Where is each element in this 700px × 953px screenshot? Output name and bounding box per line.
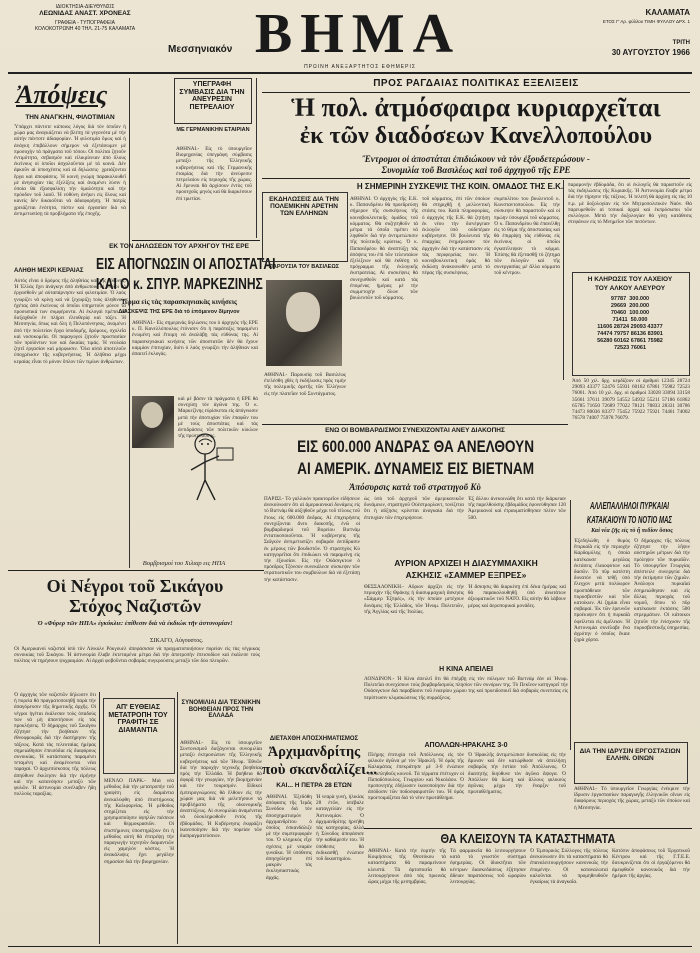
issue-date: 30 ΑΥΓΟΥΣΤΟΥ 1966 xyxy=(611,48,690,57)
oil-headline: ΥΠΕΓΡΑΦΗ ΣΥΜΒΑΣΙΣ ΔΙΑ ΤΗΝ ΑΝΕΥΡΕΣΙΝ ΠΕΤΡΕΛΑΙΟΥ xyxy=(179,81,245,112)
column-rule xyxy=(256,78,257,238)
ek-text-3: συμπολίτου του βουλευτοῦ κ. Κωνσταντοπούλου. Εἰς τὴν σύσκεψιν θὰ παραστοῦν καὶ οἱ πρώην ὑπουργοὶ τοῦ κόμματος. Ὁ κ. Παπανδρέου θὰ ἐπανέλθῃ εἰς τὸ θέμα τῆς ἀποστασίας καὶ θὰ ἐπιρρίψῃ τὰς εὐθύνας εἰς ἐκείνους οἱ ὁποῖοι ἐγκατέλειψαν τὸ κόμμα. Ἐπίσης θὰ ἐξετασθῇ τὸ ζήτημα τῶν ἐκλογῶν καὶ τῆς συνεργασίας μὲ ἄλλα κόμματα τοῦ κέντρου. xyxy=(494,196,560,277)
lottery-text: Ἀπὸ 50 χιλ. δρχ. κερδίζουν οἱ ἀριθμοὶ 12345 28724 29093 43377 52476 55931 60162 67861 75982 72523 76061. Ἀπὸ 10 χιλ. δρχ. οἱ ἀριθμοὶ 33028 33094 33158 35661 37611 39079 54552 54932 55211 57186 61862 65785 71650 72689 77022 78121 78833 28331 30786 74473 80036 83377 75452 75922 75921 74461 74002 76578 74007 75978 76079. xyxy=(572,378,690,422)
vietnam-kicker: ΕΝΩ ΟΙ ΒΟΜΒΑΡΔΙΣΜΟΙ ΣΥΝΕΧΙΖΟΝΤΑΙ ΑΝΕΥ ΔΙΑΚΟΠΗΣ xyxy=(325,427,505,434)
section-rule xyxy=(364,828,692,829)
apollon-text-1: Πλήρης ἐπιτυχία τοῦ Ἀπόλλωνος εἰς τὸν φιλικὸν ἀγῶνα μὲ τὸν Ἡρακλῆ. Ἡ ὁμὰς τῆς Καλαμάτας ἐπεκράτησε μὲ 3-0 ἐνώπιον πολυπληθοῦς κοινοῦ. Τὰ τέρματα ἐπέτυχον οἱ Παπαδόπουλος, Γεωργίου καὶ Νικολάου. Ὁ προπονητὴς ἐδήλωσεν ἱκανοποίησιν διὰ τὴν ἀπόδοσιν τῶν ποδοσφαιριστῶν του. Ἡ ὁμὰς προετοιμάζεται διὰ τὸ νέον πρωτάθλημα. xyxy=(368,752,464,802)
column-rule xyxy=(99,692,100,944)
regional-label: Μεσσηνιακόν xyxy=(168,44,233,55)
vietnam-line-2: ΑΙ ΑΜΕΡΙΚ. ΔΥΝΑΜΕΙΣ ΕΙΣ ΒΙΕΤΝΑΜ xyxy=(297,459,535,478)
chicago-text-2: Ὁ ἀρχηγὸς τῶν ναζιστῶν δήλωσεν ὅτι ἡ πορεία θὰ πραγματοποιηθῇ παρὰ τὴν ἀπαγόρευσιν τῆς δημοτικῆς ἀρχῆς. Οἱ νέγροι ἡγέται ἐκάλεσαν τοὺς ὀπαδούς των νὰ μὴ ἀπαντήσουν εἰς τὰς προκλήσεις. Ὁ δήμαρχος τοῦ Σικάγου ἐζήτησε τὴν βοήθειαν τῆς ἐθνοφρουρᾶς διὰ τὴν διατήρησιν τῆς τάξεως. Κατὰ τὰς τελευταίας ἡμέρας σημειώθησαν ἐπεισόδια εἰς διαφόρους συνοικίας. Ἡ κατάστασις παραμένει τεταμένη καὶ ἀναμένονται νέαι ταραχαί. Ὁ ἀρχιεπίσκοπος τῆς πόλεως ἀπηύθυνε ἔκκλησιν διὰ τὴν εἰρήνην καὶ τὴν κατανόησιν μεταξὺ τῶν φυλῶν. Ἡ ἀστυνομία συνέλαβεν ἤδη πολλοὺς ταραξίας. xyxy=(14,692,96,798)
archim-line-2: ποὺ σκανδαλίζει... xyxy=(262,762,378,778)
shops-text-3: Ὁ Ἐμπορικὸς Σύλλογος τῆς πόλεως ἀνεκοίνωσεν ὅτι τὰ καταστήματα θὰ ἐπαναλειτουργήσουν κανονικῶς τὴν ἑπομένην. Οἱ καταναλωταὶ καλοῦνται νὰ προμηθευθοῦν ἐγκαίρως τὰ ἀναγκαῖα. xyxy=(530,848,608,886)
section-rule xyxy=(262,424,568,425)
technical-aid-headline: ΣΥΝΟΜΙΛΙΑΙ ΔΙΑ ΤΕΧΝΙΚΗΝ ΒΟΗΘΕΙΑΝ ΠΡΟΣ ΤΗΝ ΕΛΛΑΔΑ xyxy=(181,700,261,720)
section-rule xyxy=(132,240,260,241)
opinion-text: Ὑπάρχει πάντοτε κάποιος λόγος διὰ τὸν ὁποῖον ἡ χώρα μας ἀναγκάζεται νὰ βλέπῃ τὰ γεγονότα μὲ τὴν αὐτὴν πάντοτε ἀδιαφορίαν. Ἡ φιλοτιμία ὅμως καὶ ἡ ἀνάγκη ἐπιβάλλουν σήμερον νὰ ἐξετάσωμεν μὲ προσοχὴν τὰ πράγματα τοῦ τόπου. Οἱ πολίται ζητοῦν ἐντιμότητα, σεβασμὸν καὶ εἰλικρίνειαν ἀπὸ ὅλους ἐκείνους οἱ ὁποῖοι ἀσχολοῦνται μὲ τὰ κοινά. Δὲν ἀρκοῦν αἱ ὑποσχέσεις καὶ αἱ δηλώσεις· χρειάζονται ἔργα καὶ ἀποφάσεις. Ἡ κοινὴ γνώμη παρακολουθεῖ μὲ ἀνησυχίαν τὰς ἐξελίξεις καὶ ἀναμένει λύσιν ἡ ὁποία θὰ ἐξασφαλίσῃ τὴν ὁμαλότητα καὶ τὴν πρόοδον τοῦ λαοῦ. Ἡ εὐθύνη ἀνήκει εἰς ὅλους καὶ κανεὶς δὲν δικαιοῦται νὰ ἀδιαφορήσῃ. Ἡ πατρὶς χρειάζεται ἑνότητα, πίστιν καὶ ἐργασίαν διὰ νὰ ἀντιμετωπίσῃ τὰ προβλήματα τῆς ἐποχῆς. xyxy=(14,124,126,217)
king-caption: ΠΑΡΟΥΣΙΑ ΤΟΥ ΒΑΣΙΛΕΩΣ xyxy=(268,264,340,270)
archim-sub: ΚΑΙ... Η ΠΕΤΡΑ 28 ΕΤΩΝ xyxy=(276,782,352,789)
column-rule xyxy=(177,692,178,944)
fire-text-2: Ὁ δήμαρχος τῆς πόλεως ἐζήτησε τὴν λῆψιν αὐστηρῶν μέτρων διὰ τὴν πρόληψιν τῶν πυρκαϊῶν. Τὸ ὑπουργεῖον Γεωργίας ἀπέστειλε συνεργεία διὰ τὴν ἐκτίμησιν τῶν ζημιῶν. Ἀνάλογοι πυρκαϊαὶ ἐσημειώθησαν καὶ εἰς ἄλλας περιοχὰς τοῦ νομοῦ, ὅπου τὸ πῦρ κατέκαυσε ἐκτάσεις 500 στρεμμάτων. Οἱ κάτοικοι ζητοῦν τὴν ἐνίσχυσιν τῆς πυροσβεστικῆς ὑπηρεσίας. xyxy=(634,538,690,631)
archim-kicker: ΔΙΕΤΑΧΘΗ ΑΠΟΣΧΗΜΑΤΙΣΜΟΣ xyxy=(269,736,359,742)
marked-line-2: ΚΑΙ Ο κ. ΣΠΥΡ. ΜΑΡΚΕΖΙΝΗΣ xyxy=(96,276,263,293)
opinion-title: Ἀπόψεις xyxy=(16,80,108,109)
lottery-sub: ΤΟΥ ΑΛΚΟΥ ΑΛΕΥΡΟΥ xyxy=(594,285,666,292)
column-rule xyxy=(129,78,130,568)
summer-line: ΑΣΚΗΣΙΣ «ΣΑΜΜΕΡ ΕΞΠΡΕΣ» xyxy=(405,570,527,580)
summer-kicker: ΑΥΡΙΟΝ ΑΡΧΙΖΕΙ Η ΔΙΑΣΥΜΜΑΧΙΚΗ xyxy=(394,558,538,568)
chicago-line-2: Στόχος Ναζιστῶν xyxy=(69,596,201,616)
diamond-text: ΜΕΝΛΟ ΠΑΡΚ.- Μιὰ νέα μέθοδος διὰ τὴν μετατροπὴν τοῦ γραφίτη εἰς διαμάντια ἀνεκαλύφθη ἀπὸ ἐπιστήμονας τῆς Καλιφορνίας. Ἡ μέθοδος στηρίζεται εἰς τὴν χρησιμοποίησιν ὑψηλῶν πιέσεων καὶ θερμοκρασιῶν. Οἱ ἐπιστήμονες ὑποστηρίζουν ὅτι ἡ μέθοδος αὐτὴ θὰ ἐπιτρέψῃ τὴν παραγωγὴν τεχνητῶν διαμαντιῶν εἰς χαμηλὸν κόστος. Ἡ ἀνακάλυψις ἔχει μεγάλην σημασίαν διὰ τὴν βιομηχανίαν. xyxy=(104,778,174,865)
marked-deck: Τέρμα εἰς τὰς παρασκηνιακὰς κινήσεις xyxy=(121,298,237,306)
technical-aid-text: ΑΘΗΝΑΙ.- Εἰς τὸ ὑπουργεῖον Συντονισμοῦ διεξάγονται συνομιλίαι μεταξὺ ἐκπροσώπων τῆς Ἑλληνικῆς κυβερνήσεως καὶ τῶν Ἡνωμ. Ἐθνῶν διὰ τὴν παροχὴν τεχνικῆς βοηθείας πρὸς τὴν Ἑλλάδα. Ἡ βοήθεια θὰ ἀφορᾷ τὴν γεωργίαν, τὴν βιομηχανίαν καὶ τὸν τουρισμόν. Εἰδικοὶ ἐμπειρογνώμονες θὰ ἔλθουν εἰς τὴν χώραν μας διὰ νὰ μελετήσουν τὰ προβλήματα τῆς οἰκονομικῆς ἀναπτύξεως. Αἱ συνομιλίαι ἀναμένεται νὰ ὁλοκληρωθοῦν ἐντὸς τῆς ἑβδομάδος. Ἡ Κυβέρνησις ἐκφράζει ἱκανοποίησιν διὰ τὴν πορείαν τῶν διαπραγματεύσεων. xyxy=(180,740,262,840)
vietnam-text-3: Ἐξ ἄλλου ἀνεκοινώθη ὅτι κατὰ τὴν διάρκειαν τῆς παρελθούσης ἑβδομάδος ἐφονεύθησαν 120 Ἀμερικανοὶ καὶ ἐτραυματίσθησαν πλέον τῶν 500. xyxy=(468,496,566,521)
portrait-face xyxy=(141,402,163,428)
oil-kicker: ΜΕ ΓΕΡΜΑΝΙΚΗΝ ΕΤΑΙΡΙΑΝ xyxy=(176,127,250,133)
column-rule xyxy=(563,180,564,380)
fire-deck: Καὶ νέα ζῆς εἰς τὸ ἦ πεδίον ὅσιος xyxy=(591,528,673,534)
vietnam-text-2: ὡς ὑπὸ τοῦ ἀρχηγοῦ τῶν ἀμερικανικῶν δυνάμεων, στρατηγοῦ Οὐέστμορλαντ, τονίζεται ὅτι ἡ αὔξησις κρίνεται ἀναγκαία διὰ τὴν ἐπιτυχίαν τῶν ἐπιχειρήσεων. xyxy=(364,496,464,521)
chicago-line-1: Οἱ Νέγροι τοῦ Σικάγου xyxy=(46,576,224,596)
wine-headline: ΔΙΑ ΤΗΝ ΙΔΡΥΣΙΝ ΕΡΓΟΣΤΑΣΙΩΝ ΕΛΛΗΝ. ΟΙΝΩΝ xyxy=(579,748,681,763)
ek-text-2: τοῦ κόμματος, ἐπὶ τῶν ὁποίων θὰ στηριχθῇ ἡ μελλοντικὴ στάσις του. Κατὰ πληροφορίας, ὁ ἀρχηγὸς τῆς Ε.Κ. θὰ ζητήσῃ ἐκ νέου τὴν διενέργειαν ἐκλογῶν ὑπὸ οὐδετέραν κυβέρνησιν. Οἱ βουλευταὶ τῆς ἐπαρχίας ἐνημέρωσαν τὸν ἀρχηγὸν διὰ τὴν κατάστασιν εἰς τὰς περιφερείας των. Ἡ κοινοβουλευτικὴ ὁμὰς θὰ ἐκδώσῃ ἀνακοινωθὲν μετὰ τὸ πέρας τῆς συσκέψεως. xyxy=(422,196,490,277)
fire-text-1: Ἐξεδηλώθη ὁ θυμὸς ἔπιρκαϊὰ εἰς τὴν περιοχὴν Καρδαμύλης ἡ ὁποία κατέκαυσε μεγάλας ἐκτάσεις ἐλαιοφύτων καὶ δασῶν. Τὸ πῦρ κατέστη δυνατὸν νὰ τεθῇ ὑπὸ ἔλεγχον μετὰ πολύωρον προσπάθειαν τῶν πυροσβεστῶν καὶ τῶν κατοίκων. Αἱ ζημίαι εἶναι σοβαραί. Ἐκ τῶν ἐρευνῶν προέκυψεν ὅτι ἡ πυρκαϊὰ ὀφείλεται εἰς ἀμέλειαν. Ἡ Ἀστυνομία συνέλαβε ἕνα ἀγρότην ὁ ὁποῖος ἔκαιε ξηρὰ χόρτα. xyxy=(574,538,630,644)
lottery-title: Η ΚΛΗΡΩΣΙΣ ΤΟΥ ΛΑΧΕΙΟΥ xyxy=(587,276,673,283)
publisher-info xyxy=(10,4,160,32)
opinion-subtitle: ΤΗΝ ΑΝΑΓΚΗΝ, ΦΙΛΟΤΙΜΙΑΝ xyxy=(25,114,115,121)
marked-text: ΑΘΗΝΑΙ.- Εἰς σημερινὰς δηλώσεις του ὁ ἀρχηγὸς τῆς ΕΡΕ κ. Π. Κανελλόπουλος ἐτόνισεν ὅτι ἡ παράταξις παραμένει ἑνωμένη καὶ ἕτοιμη νὰ ἀναλάβῃ τὰς εὐθύνας της. Αἱ παρασκηνιακαὶ κινήσεις τῶν ἀποστατῶν δὲν θὰ ἔχουν καμμίαν ἐπιτυχίαν, διότι ὁ λαὸς γνωρίζει τὴν ἀλήθειαν καὶ ἀπαιτεῖ ἐκλογάς. xyxy=(132,320,258,358)
king-face xyxy=(286,292,320,332)
fire-line-2: ΚΑΤΑΚΑΙΟΥΝ ΤΟ ΝΟΤΙΟ ΜΑΣ xyxy=(586,514,673,526)
summer-text-2: Ἡ ἄσκησις θὰ διαρκέσῃ ἐπὶ δέκα ἡμέρας καὶ θὰ παρακολουθηθῇ ὑπὸ ἀνωτάτων ἀξιωματικῶν τοῦ ΝΑΤΟ. Εἰς αὐτὴν θὰ λάβουν μέρος καὶ ἀεροπορικαὶ μονάδες. xyxy=(468,584,566,609)
apollon-headline: ΑΠΟΛΛΩΝ-ΗΡΑΚΛΗΣ 3-0 xyxy=(424,742,508,749)
fire-line-1: ΑΛΛΕΠΑΛΛΗΛΟΙ ΠΥΡΚΑΙΑΙ xyxy=(589,500,669,512)
masthead-rule xyxy=(8,72,692,74)
publisher-name: ΛΕΩΝΙΔΑΣ ΑΝΑΣΤ. ΧΡΟΝΕΑΣ xyxy=(39,10,131,17)
top-strip: ΠΡΟΣ ΡΑΓΔΑΙΑΣ ΠΟΛΙΤΙΚΑΣ ΕΞΕΛΙΞΕΙΣ xyxy=(373,78,579,89)
section-rule xyxy=(8,570,264,571)
wine-text: ΑΘΗΝΑΙ.- Τὸ ὑπουργεῖον Γεωργίας ἐνέκρινε τὴν ἵδρυσιν ἐργοστασίων παραγωγῆς ἑλληνικῶν οἴνων εἰς διαφόρους περιοχὰς τῆς χώρας, μεταξὺ τῶν ὁποίων καὶ ἡ Μεσσηνία. xyxy=(574,786,690,811)
offices-line: ΓΡΑΦΕΙΑ - ΤΥΠΟΓΡΑΦΕΙΑ xyxy=(55,20,115,26)
apollon-text-2: Ὁ Ἡρακλῆς ἀντιμετώπισε δυσκολίας εἰς τὴν ἄμυναν καὶ δὲν κατώρθωσε νὰ ἀπειλήσῃ σοβαρῶς τὴν ἑστίαν τοῦ Ἀπόλλωνος. Ὁ διαιτητὴς διηύθυνε τὸν ἀγῶνα ἄψογα. Ὁ Ἀπόλλων θὰ δώσῃ καὶ ἄλλους φιλικοὺς ἀγῶνας μέχρι τὴν ἔναρξιν τοῦ πρωταθλήματος. xyxy=(468,752,566,796)
king-headline: ΕΚΔΗΛΩΣΕΙΣ ΔΙΑ ΤΗΝ ΠΟΛΕΜΙΚΗΝ ΑΡΕΤΗΝ ΤΩΝ ΕΛΛΗΝΩΝ xyxy=(269,196,339,218)
kina-text: ΛΟΝΔΙΝΟΝ.- Ἡ Κίνα ἀπειλεῖ ὅτι θὰ ἐπέμβῃ εἰς τὸν πόλεμον τοῦ Βιετνὰμ ἐὰν αἱ Ἡνωμ. Πολιτεῖαι συνεχίσουν τοὺς βομβαρδισμοὺς πλησίον τῶν συνόρων της. Τὸ Πεκῖνον κατηγορεῖ τὴν Οὐάσιγκτων διὰ παραβίασιν τοῦ ἐναερίου χώρου της καὶ προειδοποιεῖ διὰ σοβαρὰς συνεπείας εἰς περίπτωσιν κλιμακώσεως τῆς συρράξεως. xyxy=(364,676,568,701)
oil-text: ΑΘΗΝΑΙ.- Εἰς τὸ ὑπουργεῖον Βιομηχανίας ὑπεγράφη σύμβασις μεταξὺ τῆς Ἑλληνικῆς κυβερνήσεως καὶ τῆς Γερμανικῆς ἑταιρίας διὰ τὴν ἀνεύρεσιν πετρελαίου εἰς περιοχὰς τῆς χώρας. Αἱ ἔρευναι θὰ ἀρχίσουν ἐντὸς τοῦ προσεχοῦς μηνὸς καὶ θὰ διαρκέσουν ἐπὶ τριετίαν. xyxy=(176,146,252,202)
city-label: ΚΑΛΑΜΑΤΑ xyxy=(645,8,690,17)
caricature-illustration xyxy=(185,430,241,506)
diamond-headline: ΑΠ' ΕΥΘΕΙΑΣ ΜΕΤΑΤΡΟΠΗ ΤΟΥ ΓΡΑΦΙΤΗ ΣΕ ΔΙΑΜΑΝΤΙΑ xyxy=(108,704,168,735)
publisher-line: ΙΔΙΟΚΤΗΣΙΑ-ΔΙΕΥΘΥΝΣΙΣ xyxy=(55,4,115,10)
main-headline-2: ἐκ τῶν διαδόσεων Κανελλοπούλου xyxy=(299,123,653,149)
weekday: ΤΡΙΤΗ xyxy=(672,40,690,46)
issue-line: ΕΤΟΣ Γ' Αρ. φύλλου ΤΙΜΗ ΦΥΛΛΟΥ ΔΡΧ. 1 xyxy=(602,19,690,24)
ek-meeting-headline: Η ΣΗΜΕΡΙΝΗ ΣΥΣΚΕΨΙΣ ΤΗΣ ΚΟΙΝ. ΟΜΑΔΟΣ ΤΗΣ Ε.Κ. xyxy=(356,182,564,191)
marked-sub: ΔΙΑΣΚΕΨΙΣ ΤΗΣ ΕΡΕ διὰ τὸ ἑπόμενον δίμηνον xyxy=(118,309,240,315)
shops-text-4: Κατόπιν ἀποφάσεως τοῦ Ἐργατικοῦ Κέντρου καὶ τῆς Γ.Τ.Ε.Ε. διευκρινίζεται ὅτι οἱ ἐργαζόμενοι θὰ ἀμειφθοῦν κανονικῶς διὰ τὴν ἡμέραν τῆς ἀργίας. xyxy=(612,848,690,879)
newspaper-subtitle: ΠΡΩΙΝΗ ΑΝΕΞΑΡΤΗΤΟΣ ΕΦΗΜΕΡΙΣ xyxy=(304,64,416,70)
chicago-deck: Ὁ «Φύρερ τῶν ΗΠΑ» ἐγκύκλιε: ἐπίθεσιν διὰ νὰ ἐκδιώκ τῆν ἀστυνομίαν! xyxy=(37,620,233,627)
archim-text-1: ΑΘΗΝΑΙ. Ἐξεδόθη ἀπόφασις τῆς Ἱερᾶς Συνόδου διὰ τὸν ἀποσχηματισμὸν ἀρχιμανδρίτου ὁ ὁποῖος ἐσκανδάλιζε μὲ τὴν συμπεριφοράν του. Ὁ κληρικὸς εἶχε σχέσεις μὲ νεαρὰν γυναῖκα. Ἡ ὑπόθεσις ἀπησχόλησε ἐπὶ μακρὸν τὰς ἐκκλησιαστικὰς ἀρχάς. xyxy=(266,794,312,881)
address-line: ΚΟΛΟΚΟΤΡΩΝΗ 40 ΤΗΛ. 21-75 ΚΑΛΑΜΑΤΑ xyxy=(34,26,136,32)
deck-rule xyxy=(262,178,690,179)
mid-caption: Βομβρισμοί του Χιλιαρ εις ΗΠΑ xyxy=(142,560,226,567)
king-text: ΑΘΗΝΑΙ.- Παρουσίᾳ τοῦ Βασιλέως ἐτελέσθη χθὲς ἡ ἐκδήλωσις πρὸς τιμὴν τῆς πολεμικῆς ἀρετῆς τῶν Ἑλλήνων εἰς τὴν πλατεῖαν τοῦ Συντάγματος. xyxy=(264,372,346,397)
vietnam-deck: Ἀπόσυρσις κατὰ τοῦ στρατηγοῦ Κὺ xyxy=(349,482,481,492)
archim-text-2: Ἡ νεαρὰ γυνή, ἡλικίας 28 ἐτῶν, ὑπέβαλε καταγγελίαν εἰς τὴν Ἀστυνομίαν. Ὁ ἀρχιμανδρίτης ἠρνήθη τὰς κατηγορίας, ἀλλὰ ἡ Σύνοδος ἀπεφάσισε τὴν καθαίρεσίν του. Ἡ ὑπόθεσις θὰ ἐκδικασθῇ ἐνώπιον τοῦ δικαστηρίου. xyxy=(316,794,364,863)
opinion-text-2: Αὐτὸς εἶναι ὁ δρόμος τῆς ἀληθείας καὶ τῆς εὐθύνης. Ἡ Ἑλλὰς ἔχει ἀνάγκην ἀπὸ ἀνθρώπους οἱ ὁποῖοι θὰ ἐργασθοῦν μὲ αὐταπάρνησιν καὶ φιλοτιμίαν. Ὁ λαὸς γνωρίζει νὰ κρίνῃ καὶ νὰ ξεχωρίζῃ τοὺς ἀληθινοὺς ἡγέτας ἀπὸ ἐκείνους οἱ ὁποῖοι ὑπηρετοῦν μόνον τὰ προσωπικά των συμφέροντα. Αἱ ἐκλογαὶ πρέπει νὰ διεξαχθοῦν ἐν πλήρει ἐλευθερίᾳ καὶ τάξει. Ἡ Μεσσηνία, ὅπως καὶ ὅλη ἡ Πελοπόννησος, ἀναμένει ἀπὸ τὴν πολιτείαν ἔργα ὑποδομῆς, δρόμους, σχολεῖα καὶ νοσοκομεῖα. Οἱ παραγωγοὶ ζητοῦν προστασίαν τῶν προϊόντων των καὶ δικαίας τιμάς. Ἡ νεολαία ζητεῖ ἐργασίαν καὶ μόρφωσιν. Ὅλα αὐτὰ ἀποτελοῦν ὑποχρέωσιν τῆς κυβερνήσεως. Ἡ ἀλήθεια μέχρι κεραίας εἶναι τὸ μόνον ὅπλον τῶν τιμίων ἀνθρώπων. xyxy=(14,278,126,365)
chicago-text: Οἱ Ἀμερικανοὶ ναζισταὶ ὑπὸ τὸν Λίνκολν Ρόκγουελ ἀπεφάσισαν νὰ πραγματοποιήσουν πορείαν εἰς τὰς νέγρικας συνοικίας τοῦ Σικάγου. Ἡ ἀστυνομία ἔλαβε ἐκτεταμένα μέτρα διὰ τὴν ἀποτροπὴν ἐπεισοδίων καὶ ἐκάλεσε τοὺς πολίτας νὰ τηρήσουν ψυχραιμίαν. Αἱ ἀρχαὶ φοβοῦνται σοβαρὰς συγκρούσεις μεταξὺ τῶν δύο πλευρῶν. xyxy=(14,646,260,665)
newspaper-title: ΒΗΜΑ xyxy=(254,3,462,65)
main-deck-1: Ἔντρομοι οἱ ἀποστάται ἐπιδιώκουν νὰ τὸν ἐξουδετερώσουν - xyxy=(362,154,590,164)
chicago-dateline: ΣΙΚΑΓΟ, Αὐγουστος. xyxy=(150,638,204,644)
main-deck-2: Συνομιλία τοῦ Βασιλέως καὶ τοῦ ἀρχηγοῦ τῆς ΕΡΕ xyxy=(381,165,571,175)
marked-kicker: ΕΚ ΤΟΝ ΔΗΛΩΣΕΩΝ ΤΟΥ ΑΡΧΗΓΟΥ ΤΗΣ ΕΡΕ xyxy=(109,243,249,250)
vietnam-text-1: ΠΑΡΙΣΙ.- Τὸ γαλλικὸν πρακτορεῖον εἰδήσεων ἀνεκοίνωσεν ὅτι αἱ ἀμερικανικαὶ δυνάμεις εἰς τὸ Βιετνὰμ θὰ αὐξηθοῦν μέχρι τοῦ τέλους τοῦ ἔτους εἰς 600.000 ἄνδρας. Αἱ ἐπιχειρήσεις συνεχίζονται ἄνευ διακοπῆς, ἐνῶ οἱ βομβαρδισμοὶ τοῦ Βορείου Βιετνὰμ ἐντατικοποιοῦνται. Ἡ κυβέρνησις τῆς Σαϊγκὸν ἀντιμετωπίζει σοβαρὰν ἀντίδρασιν ἐκ μέρους τῶν βουδιστῶν. Ὁ στρατηγὸς Κὺ κατηγορεῖται ὅτι ἐπιδιώκει νὰ παραμείνῃ εἰς τὴν ἐξουσίαν. Εἰς τὴν Οὐάσιγκτων ὁ πρόεδρος Τζόνσον συνεκάλεσε σύσκεψιν τῶν στρατιωτικῶν του συμβούλων διὰ νὰ ἐξετάσῃ τὴν κατάστασιν. xyxy=(264,496,360,583)
kina-headline: Η ΚΙΝΑ ΑΠΕΙΛΕΙ xyxy=(439,666,493,673)
right-col-text: παραμονὴν ἐβδομάδα, ὅτι οἱ ἐκλογεῖς θὰ παραστοῦν εἰς τὰς ἐκδηλώσεις τῆς Κυριακῆς. Ἡ Ἀστυνομία ἔλαβε μέτρα διὰ τὴν τήρησιν τῆς τάξεως. Ἡ τελετὴ θὰ ἀρχίσῃ εἰς τὰς 10 π.μ. μὲ δοξολογίαν εἰς τὸν Μητροπολιτικὸν Ναόν. Θὰ παρευρεθοῦν αἱ τοπικαὶ ἀρχαὶ καὶ ἐκπρόσωποι τῶν συλλόγων. Μετὰ τὴν δοξολογίαν θὰ γίνῃ κατάθεσις στεφάνων εἰς τὸ Μνημεῖον τῶν πεσόντων. xyxy=(568,182,692,226)
opinion-subhead: ΑΛΗΘΗ ΜΕΧΡΙ ΚΕΡΑΙΑΣ xyxy=(14,268,84,274)
column-rule xyxy=(570,500,571,750)
marked-text-2: καὶ μὲ βάσιν τὰ πράγματα ἡ ΕΡΕ θὰ συνεχίσῃ τὸν ἀγῶνα της. Ὁ κ. Μαρκεζίνης εὑρίσκεται εἰς ἀπόγνωσιν μετὰ τὴν ἀποτυχίαν τῶν ἐπαφῶν του μὲ τοὺς ἀποστάτας καὶ τὰς ἀντιδράσεις τῶν πολιτικῶν κύκλων τῆς πρωτευούσης. xyxy=(178,396,258,440)
marked-line-1: ΕΙΣ ΑΠΟΓΝΩΣΙΝ ΟΙ ΑΠΟΣΤΑΤΑΙ xyxy=(96,256,276,273)
shops-text-1: ΑΘΗΝΑΙ.- Κατὰ τὴν ἑορτὴν τῆς Κοιμήσεως τῆς Θεοτόκου τὰ καταστήματα θὰ παραμείνουν κλειστά. Τὰ ἀρτοποιεῖα θὰ λειτουργήσουν ἀπὸ τὰς πρωινὰς ὥρας μέχρι τῆς μεσημβρίας. xyxy=(368,848,446,886)
shops-headline: ΘΑ ΚΛΕΙΣΟΥΝ ΤΑ ΚΑΤΑΣΤΗΜΑΤΑ xyxy=(440,831,616,846)
vietnam-line-1: ΕΙΣ 600.000 ΑΝΔΡΑΣ ΘΑ ΑΝΕΛΘΟΥΝ xyxy=(297,437,535,456)
page-bottom-rule xyxy=(8,946,692,947)
archim-line-1: Ἀρχιμανδρίτης xyxy=(267,744,361,760)
shops-text-2: Τὰ φαρμακεῖα θὰ λειτουργήσουν κατὰ τὸ γνωστὸν σύστημα ἐφημερίας. Οἱ ἰδιοκτῆται τῶν κέντρων διασκεδάσεως ἐζήτησαν ἄδειαν παρατάσεως τοῦ ὡραρίου λειτουργίας. xyxy=(450,848,526,886)
summer-text-1: ΘΕΣΣΑΛΟΝΙΚΗ.- Αὔριον ἀρχίζει εἰς τὴν περιοχὴν τῆς Θράκης ἡ διασυμμαχικὴ ἄσκησις «Σάμμερ Ἐξπρὲς», εἰς τὴν ὁποίαν μετέχουν δυνάμεις τῆς Ἑλλάδος, τῶν Ἡνωμ. Πολιτειῶν, τῆς Ἀγγλίας καὶ τῆς Ἰταλίας. xyxy=(364,584,464,615)
main-headline-1: Ἡ πολ. ἀτμόσφαιρα κυριαρχεῖται xyxy=(291,93,661,122)
ek-text-1: ΑΘΗΝΑΙ. Ὁ ἀρχηγὸς τῆς Ε.Κ. κ. Παπανδρέου θὰ προεδρεύσῃ σήμερον τῆς συσκέψεως τῆς κοινοβουλευτικῆς ὁμάδος τοῦ κόμματος. Θὰ συζητηθοῦν τὰ μέτρα τὰ ὁποῖα πρέπει νὰ ληφθοῦν διὰ τὴν ἀντιμετώπισιν τῆς πολιτικῆς κρίσεως. Ὁ κ. Παπανδρέου θὰ ἀναπτύξῃ τὰς ἀπόψεις του ἐπὶ τῶν τελευταίων ἐξελίξεων καὶ θὰ ἐκθέσῃ τὸ πρόγραμμα τῆς ἐκλογικῆς ἐκστρατείας. Αἱ συσκέψεις θὰ συνεχισθοῦν καὶ κατὰ τὰς ἑπομένας ἡμέρας μὲ τὴν συμμετοχὴν ὅλων τῶν βουλευτῶν τοῦ κόμματος. xyxy=(350,196,418,302)
lottery-numbers: 97787 300.000 29669 200.000 70460 100.000 71411 50.000 11606 28724 29093 43377 74474 79757 86136 83901 56280 60162 67861 75982 72523 76061 xyxy=(597,296,663,351)
